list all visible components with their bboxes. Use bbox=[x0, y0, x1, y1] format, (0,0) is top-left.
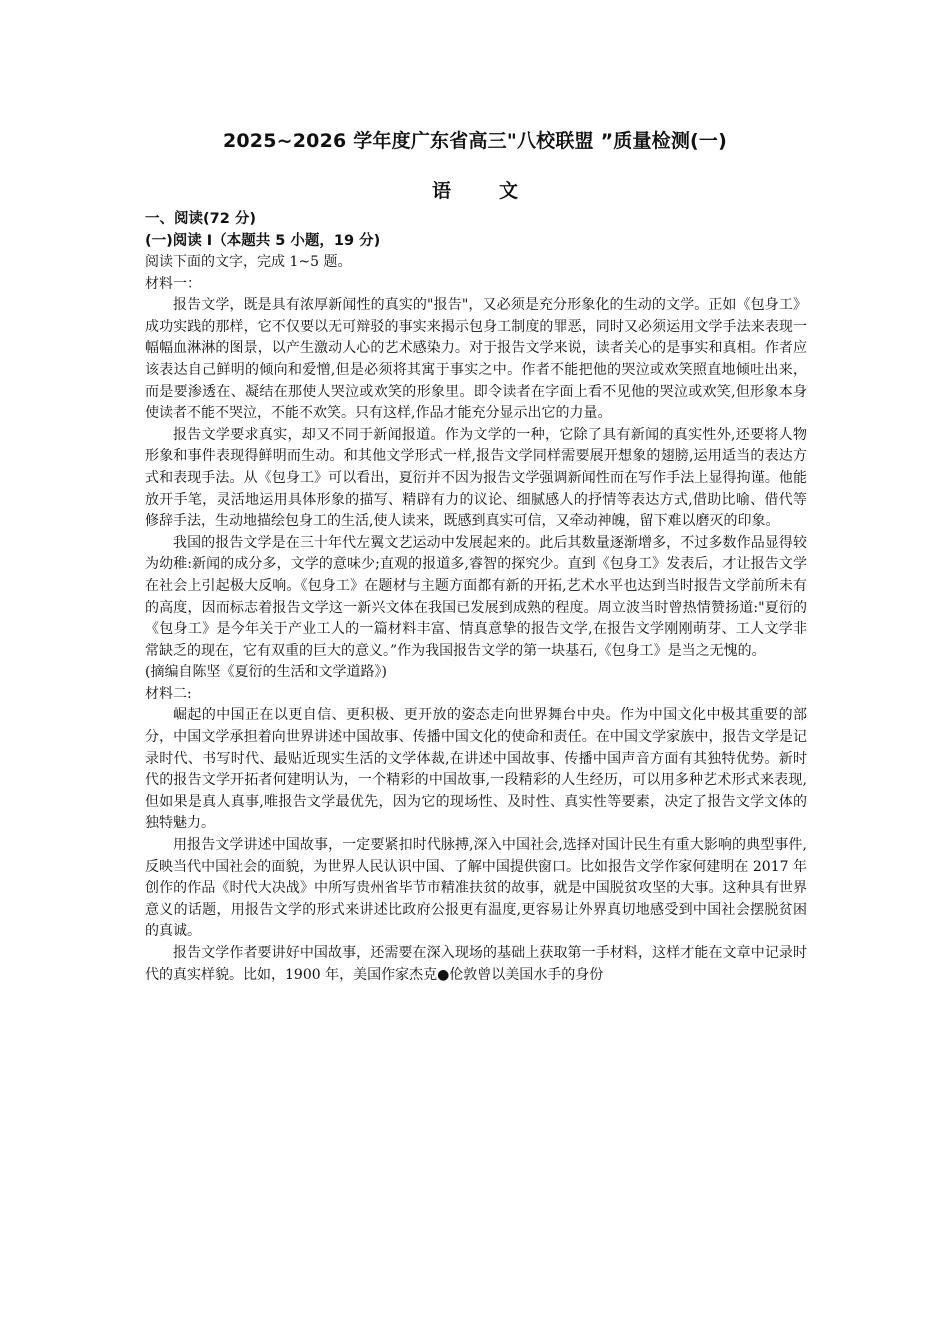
material-two-paragraph: 报告文学作者要讲好中国故事，还需要在深入现场的基础上获取第一手材料，这样才能在文章中记录时代的真实样貌。比如，1900 年，美国作家杰克●伦敦曾以美国水手的身份 bbox=[145, 945, 807, 983]
material-one-label: 材料一： bbox=[145, 275, 201, 292]
instruction-text: 阅读下面的文字，完成 1~5 题。 bbox=[145, 254, 352, 270]
material-one-paragraph: 报告文学，既是具有浓厚新闻性的真实的"报告"，又必须是充分形象化的生动的文学。正如《包身工》成功实践的那样，它不仅要以无可辩驳的事实来揭示包身工制度的罪恶，同时又必须运用文学手法来表现一幅幅血淋淋的图景，以产生激动人心的艺术感染力。对于报告文学来说，读者关心的是事实和真相。作者应该表达自己鲜明的倾向和爱憎,但是必须将其寓于事实之中。作者不能把他的哭泣或欢笑照直地倾吐出来，而是要渗透在、凝结在那使人哭泣或欢笑的形象里。即令读者在字面上看不见他的哭泣或欢笑,但形象本身使读者不能不哭泣，不能不欢笑。只有这样,作品才能充分显示出它的力量。 bbox=[145, 297, 807, 422]
section-heading: 一、阅读(72 分) bbox=[145, 211, 256, 227]
section-subheading: (一)阅读 I（本题共 5 小题，19 分) bbox=[145, 233, 381, 249]
material-two-paragraph: 用报告文学讲述中国故事，一定要紧扣时代脉搏,深入中国社会,选择对国计民生有重大影响的典型事件,反映当代中国社会的面貌，为世界人民认识中国、了解中国提供窗口。比如报告文学作家何建明在 2017 年创作的作品《时代大决战》中所写贵州省毕节市精准扶贫的故事，就是中国脱贫攻坚的大事。这种具有世界意义的话题，用报告文学的形式来讲述比政府公报更有温度,更容易让外界真切地感受到中国社会摆脱贫困的真诚。 bbox=[145, 837, 807, 940]
material-one-paragraph: 我国的报告文学是在三十年代左翼文艺运动中发展起来的。此后其数量逐渐增多，不过多数作品显得较为幼稚:新闻的成分多，文学的意味少;直观的报道多,睿智的探究少。直到《包身工》发表后，才让报告文学在社会上引起极大反响。《包身工》在题材与主题方面都有新的开拓,艺术水平也达到当时报告文学前所未有的高度，因而标志着报告文学这一新兴文体在我国已发展到成熟的程度。周立波当时曾热情赞扬道:"夏衍的《包身工》是今年关于产业工人的一篇材料丰富、情真意挚的报告文学,在报告文学刚刚萌芽、工人文学非常缺乏的现在，它有双重的巨大的意义。”作为我国报告文学的第一块基石,《包身工》是当之无愧的。 bbox=[145, 534, 807, 659]
subject-title: 语文 bbox=[431, 180, 566, 202]
exam-title: 2025~2026 学年度广东省高三"八校联盟 ”质量检测(一) bbox=[222, 130, 728, 152]
material-one-paragraph: 报告文学要求真实，却又不同于新闻报道。作为文学的一种，它除了具有新闻的真实性外,还要将人物形象和事件表现得鲜明而生动。和其他文学形式一样,报告文学同样需要展开想象的翅膀,运用适当的表达方式和表现手法。从《包身工》可以看出，夏衍并不因为报告文学强调新闻性而在写作手法上显得拘谨。他能放开手笔，灵活地运用具体形象的描写、精辟有力的议论、细腻感人的抒情等表达方式,借助比喻、借代等修辞手法，生动地描绘包身工的生活,使人读来，既感到真实可信，又牵动神魄，留下难以磨灭的印象。 bbox=[145, 426, 807, 530]
material-one-source: (摘编自陈坚《夏衍的生活和文学道路》) bbox=[145, 664, 387, 681]
material-two-label: 材料二: bbox=[145, 685, 192, 702]
exam-content bbox=[145, 208, 807, 986]
material-two-paragraph: 崛起的中国正在以更自信、更积极、更开放的姿态走向世界舞台中央。作为中国文化中极其重要的部分，中国文学承担着向世界讲述中国故事、传播中国文化的使命和责任。在中国文学家族中，报告文学是记录时代、书写时代、最贴近现实生活的文学体裁,在讲述中国故事、传播中国声音方面有其独特优势。新时代的报告文学开拓者何建明认为，一个精彩的中国故事,一段精彩的人生经历，可以用多种艺术形式来表现,但如果是真人真事,唯报告文学最优先，因为它的现场性、及时性、真实性等要素，决定了报告文学文体的独特魅力。 bbox=[145, 707, 807, 832]
